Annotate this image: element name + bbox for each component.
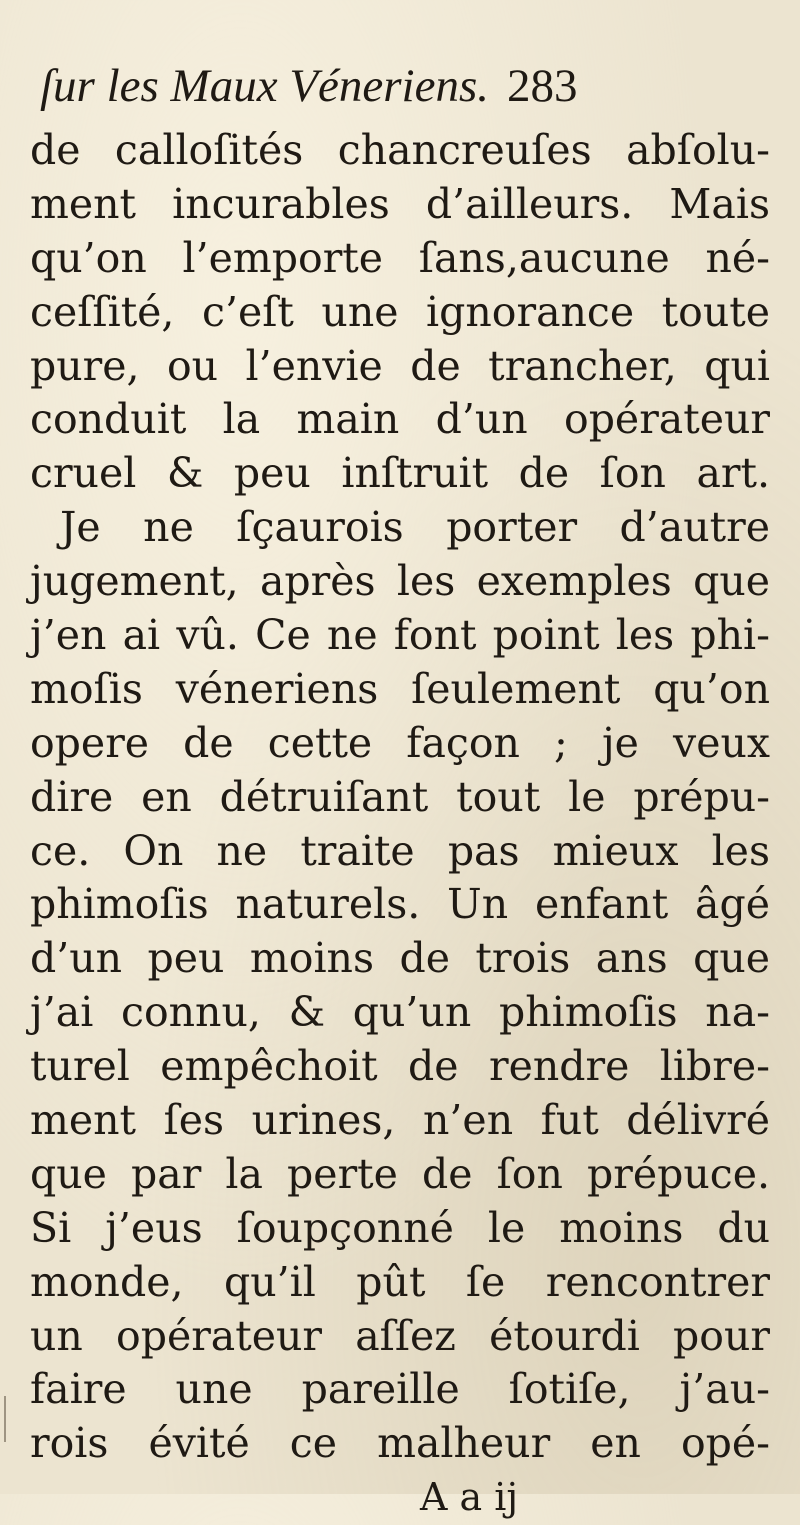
text-line: pure, ou l’envie de trancher, qui	[30, 341, 770, 390]
running-head-title: ſur les Maux Véneriens.	[40, 60, 490, 112]
text-line: conduit la main d’un opérateur	[30, 395, 770, 444]
text-line: phimoſis naturels. Un enfant âgé	[30, 880, 770, 929]
text-line: cruel & peu inſtruit de ſon art.	[30, 449, 770, 498]
text-line: moſis véneriens ſeulement qu’on	[30, 664, 770, 713]
text-line: ment ſes urines, n’en fut délivré	[30, 1096, 770, 1145]
text-line: jugement, après les exemples que	[30, 557, 770, 606]
paragraph-start-line: Je ne ſçaurois porter d’autre	[60, 503, 770, 552]
text-line: j’en ai vû. Ce ne font point les phi-	[30, 611, 770, 660]
running-head	[40, 58, 720, 114]
text-line: ceſſité, c’eſt une ignorance toute	[30, 287, 770, 336]
text-line: que par la perte de ſon prépuce.	[30, 1149, 770, 1198]
text-line: j’ai connu, & qu’un phimoſis na-	[30, 988, 770, 1037]
text-line: faire une pareille ſotiſe, j’au-	[30, 1365, 770, 1414]
text-line: Si j’eus ſoupçonné le moins du	[30, 1203, 770, 1252]
text-line: dire en détruiſant tout le prépu-	[30, 772, 770, 821]
text-line: un opérateur aſſez étourdi pour	[30, 1311, 770, 1360]
text-line: d’un peu moins de trois ans que	[30, 934, 770, 983]
page-edge-mark	[4, 1396, 6, 1442]
text-line: ment incurables d’ailleurs. Mais	[30, 179, 770, 228]
text-line: monde, qu’il pût ſe rencontrer	[30, 1257, 770, 1306]
body-text	[30, 124, 770, 1525]
text-line: de calloſités chancreuſes abſolu-	[30, 126, 770, 174]
page-number: 283	[507, 60, 578, 112]
text-line: opere de cette façon ; je veux	[30, 718, 770, 767]
signature-mark: A a ij	[420, 1475, 519, 1520]
text-line: turel empêchoit de rendre libre-	[30, 1042, 770, 1091]
text-line: qu’on l’emporte ſans,aucune né-	[30, 233, 770, 282]
text-line: rois évité ce malheur en opé-	[30, 1419, 770, 1468]
text-line: ce. On ne traite pas mieux les	[30, 826, 770, 875]
